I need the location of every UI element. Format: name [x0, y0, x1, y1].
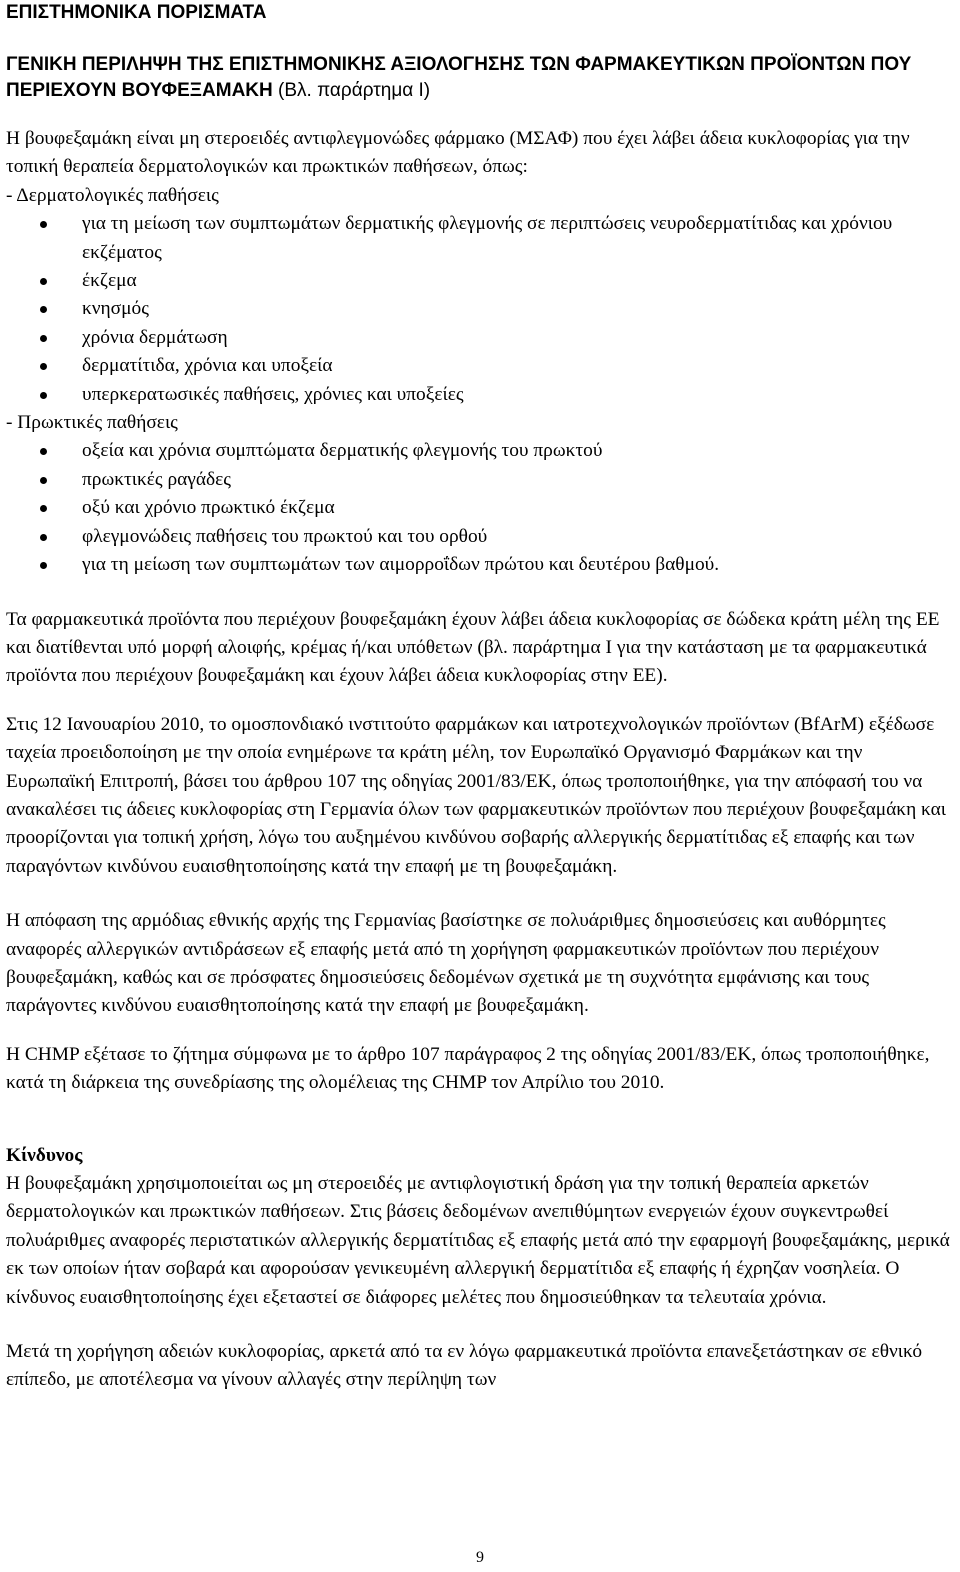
list-item: οξεία και χρόνια συμπτώματα δερματικής φλεγμονής του πρωκτού	[6, 437, 950, 465]
list-item: φλεγμονώδεις παθήσεις του πρωκτού και του ορθού	[6, 523, 950, 551]
authorised-products-paragraph: Τα φαρμακευτικά προϊόντα που περιέχουν βουφεξαμάκη έχουν λάβει άδεια κυκλοφορίας σε δώδεκα κράτη μέλη της ΕΕ και διατίθενται υπό μορφή αλοιφής, κρέμας ή/και υπόθετων (βλ. παράρτημα Ι για την κατάσταση με τα φαρμακευτικά προϊόντα που περιέχουν βουφεξαμάκη και έχουν λάβει άδεια κυκλοφορίας στην ΕΕ).	[6, 608, 940, 687]
chmp-review-paragraph: Η CHMP εξέτασε το ζήτημα σύμφωνα με το άρθρο 107 παράγραφος 2 της οδηγίας 2001/83/ΕΚ, όπως τροποποιήθηκε, κατά τη διάρκεια της συνεδρίασης της ολομέλειας της CHMP τον Απρίλιο του 2010.	[6, 1043, 930, 1094]
annex-reference: (Βλ. παράρτημα Ι)	[278, 80, 431, 101]
dermatological-category-label: - Δερματολογικές παθήσεις	[6, 184, 219, 206]
post-authorisation-paragraph: Μετά τη χορήγηση αδειών κυκλοφορίας, αρκετά από τα εν λόγω φαρμακευτικά προϊόντα επανεξετάστηκαν σε εθνικό επίπεδο, με αποτέλεσμα να γίνουν αλλαγές στην περίληψη των	[6, 1341, 923, 1391]
summary-title-text: ΓΕΝΙΚΗ ΠΕΡΙΛΗΨΗ ΤΗΣ ΕΠΙΣΤΗΜΟΝΙΚΗΣ ΑΞΙΟΛΟΓΗΣΗΣ ΤΩΝ ΦΑΡΜΑΚΕΥΤΙΚΩΝ ΠΡΟΪΟΝΤΩΝ ΠΟΥ ΠΕΡΙΕΧΟΥΝ ΒΟΥΦΕΞΑΜΑΚΗ	[6, 54, 912, 101]
list-item: κνησμός	[6, 295, 950, 323]
summary-title	[6, 52, 950, 104]
list-item: για τη μείωση των συμπτωμάτων δερματικής φλεγμονής σε περιπτώσεις νευροδερματίτιδας και χρόνιου εκζέματος	[6, 210, 950, 267]
page-number: 9	[476, 1549, 484, 1566]
intro-paragraph: Η βουφεξαμάκη είναι μη στεροειδές αντιφλεγμονώδες φάρμακο (ΜΣΑΦ) που έχει λάβει άδεια κυκλοφορίας για την τοπική θεραπεία δερματολογικών και πρωκτικών παθήσεων, όπως:	[6, 128, 910, 178]
list-item: για τη μείωση των συμπτωμάτων των αιμορροΐδων πρώτου και δευτέρου βαθμού.	[6, 551, 950, 579]
list-item: έκζεμα	[6, 267, 950, 295]
anal-category-label: - Πρωκτικές παθήσεις	[6, 412, 178, 434]
bfarm-notification-paragraph: Στις 12 Ιανουαρίου 2010, το ομοσπονδιακό ινστιτούτο φαρμάκων και ιατροτεχνολογικών προϊόντων (BfArM) εξέδωσε ταχεία προειδοποίηση με την οποία ενημέρωνε τα κράτη μέλη, τον Ευρωπαϊκό Οργανισμό Φαρμάκων και την Ευρωπαϊκή Επιτροπή, βάσει του άρθρου 107 της οδηγίας 2001/83/ΕΚ, όπως τροποποιήθηκε, για την απόφασή του να ανακαλέσει τις άδειες κυκλοφορίας στη Γερμανία όλων των φαρμακευτικών προϊόντων που περιέχουν βουφεξαμάκη και προορίζονται για τοπική χρήση, λόγω του αυξημένου κινδύνου σοβαρής αλλεργικής δερματίτιδας εξ επαφής και των παραγόντων κινδύνου ευαισθητοποίησης κατά την επαφή με τη βουφεξαμάκη.	[6, 713, 947, 877]
german-decision-paragraph: Η απόφαση της αρμόδιας εθνικής αρχής της Γερμανίας βασίστηκε σε πολυάριθμες δημοσιεύσεις και αυθόρμητες αναφορές αλλεργικών αντιδράσεων εξ επαφής μετά από τη χορήγηση φαρμακευτικών προϊόντων που περιέχουν βουφεξαμάκη, καθώς και σε πρόσφατες δημοσιεύσεις δεδομένων σχετικά με τη συχνότητα εμφάνισης και τους παράγοντες κινδύνου ευαισθητοποίησης κατά την επαφή με βουφεξαμάκη.	[6, 910, 886, 1017]
anal-conditions-list	[6, 437, 950, 579]
list-item: χρόνια δερμάτωση	[6, 324, 950, 352]
dermatological-conditions-list	[6, 210, 950, 409]
list-item: υπερκερατωσικές παθήσεις, χρόνιες και υποξείες	[6, 381, 950, 409]
section-title: ΕΠΙΣΤΗΜΟΝΙΚΑ ΠΟΡΙΣΜΑΤΑ	[6, 2, 267, 23]
risk-paragraph: Η βουφεξαμάκη χρησιμοποιείται ως μη στεροειδές με αντιφλογιστική δράση για την τοπική θεραπεία αρκετών δερματολογικών και πρωκτικών παθήσεων. Στις βάσεις δεδομένων ανεπιθύμητων ενεργειών έχουν συγκεντρωθεί πολυάριθμες αναφορές περιστατικών αλλεργικής δερματίτιδας εξ επαφής μετά από την εφαρμογή βουφεξαμάκης, μερικά εκ των οποίων ήταν σοβαρά και αφορούσαν γενικευμένη αλλεργική δερματίτιδα εξ επαφής ή έχρηζαν νοσηλεία. Ο κίνδυνος ευαισθητοποίησης έχει εξεταστεί σε διάφορες μελέτες που δημοσιεύθηκαν τα τελευταία χρόνια.	[6, 1173, 950, 1308]
list-item: οξύ και χρόνιο πρωκτικό έκζεμα	[6, 494, 950, 522]
risk-heading: Κίνδυνος	[6, 1144, 83, 1166]
list-item: δερματίτιδα, χρόνια και υποξεία	[6, 352, 950, 380]
list-item: πρωκτικές ραγάδες	[6, 466, 950, 494]
